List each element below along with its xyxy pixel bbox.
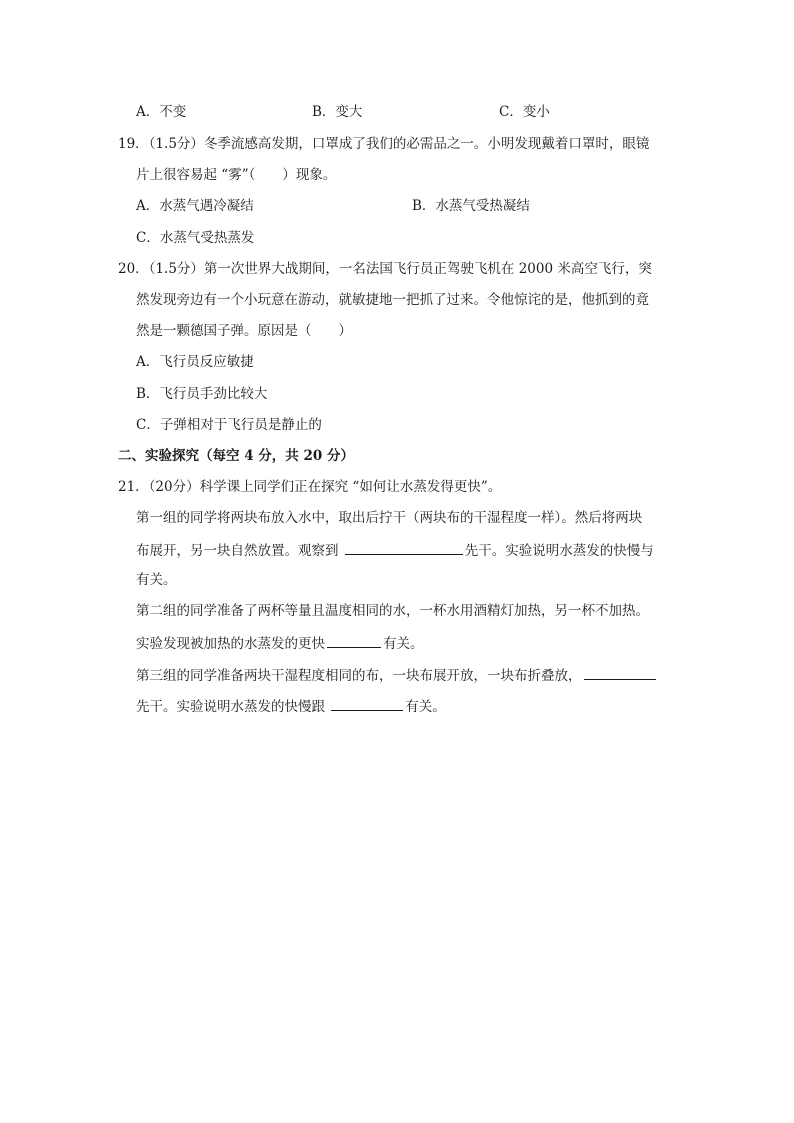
q21-group1-text-b: 先干。实验说明水蒸发的快慢与 <box>464 543 654 559</box>
q21-answer-blank-1[interactable] <box>345 540 463 555</box>
q21-group1-text-a: 布展开，另一块自然放置。观察到 <box>136 543 343 559</box>
q21-answer-blank-4[interactable] <box>331 696 403 711</box>
q18-option-a: A．不变 <box>136 104 187 120</box>
q20-stem-line1 <box>118 260 652 278</box>
q20-option-b: B．飞行员手劲比较大 <box>136 386 268 402</box>
q20-score: （1.5分） <box>148 261 204 277</box>
q21-score: （20分） <box>148 479 200 495</box>
q19-option-a: A．水蒸气遇冷凝结 <box>136 198 254 214</box>
q19-option-c: C．水蒸气受热蒸发 <box>136 230 255 246</box>
q21-group3-line2 <box>136 696 446 716</box>
q21-group2-line2 <box>136 633 424 653</box>
q21-answer-blank-2[interactable] <box>327 633 381 648</box>
q21-group2-text-b: 有关。 <box>383 636 424 652</box>
q19-score: （1.5分） <box>148 136 204 152</box>
q20-stem-text: 第一次世界大战期间，一名法国飞行员正驾驶飞机在 2000 米高空飞行，突 <box>203 261 652 277</box>
q19-stem-line2: 片上很容易起 “雾”（ ）现象。 <box>136 167 337 183</box>
q21-group3-line1 <box>136 665 658 685</box>
q20-stem-line2: 然发现旁边有一个小玩意在游动，就敏捷地一把抓了过来。令他惊诧的是，他抓到的竟 <box>136 292 649 308</box>
q21-group2-line1: 第二组的同学准备了两杯等量且温度相同的水，一杯水用酒精灯加热，另一杯不加热。 <box>136 603 649 619</box>
q21-answer-blank-3[interactable] <box>584 665 656 680</box>
section2-title: 二、实验探究（每空 4 分，共 20 分） <box>118 448 354 464</box>
q21-group2-text-a: 实验发现被加热的水蒸发的更快 <box>136 636 325 652</box>
q21-group1-line2 <box>136 540 654 560</box>
q20-option-c: C．子弹相对于飞行员是静止的 <box>136 417 322 433</box>
q21-group1-line3: 有关。 <box>136 572 177 588</box>
q18-option-b: B．变大 <box>312 104 363 120</box>
q21-group3-text-a: 先干。实验说明水蒸发的快慢跟 <box>136 699 330 715</box>
q18-option-c: C．变小 <box>499 104 550 120</box>
q19-option-b: B．水蒸气受热凝结 <box>412 198 530 214</box>
q20-stem-line3: 然是一颗德国子弹。原因是（ ） <box>136 323 352 339</box>
q21-group1-line1: 第一组的同学将两块布放入水中，取出后拧干（两块布的干湿程度一样）。然后将两块 <box>136 510 643 526</box>
q19-stem-text: 冬季流感高发期，口罩成了我们的必需品之一。小明发现戴着口罩时，眼镜 <box>203 136 650 152</box>
q19-number: 19． <box>118 136 149 152</box>
q21-stem <box>118 478 501 496</box>
q19-stem-line1 <box>118 135 649 153</box>
q21-number: 21． <box>118 479 149 495</box>
q21-stem-text: 科学课上同学们正在探究 “如何让水蒸发得更快”。 <box>199 479 502 495</box>
q20-number: 20． <box>118 261 149 277</box>
q21-group3-text-b: 有关。 <box>405 699 446 715</box>
q21-group3-text: 第三组的同学准备两块干湿程度相同的布，一块布展开放，一块布折叠放， <box>136 668 582 684</box>
q20-option-a: A．飞行员反应敏捷 <box>136 354 254 370</box>
